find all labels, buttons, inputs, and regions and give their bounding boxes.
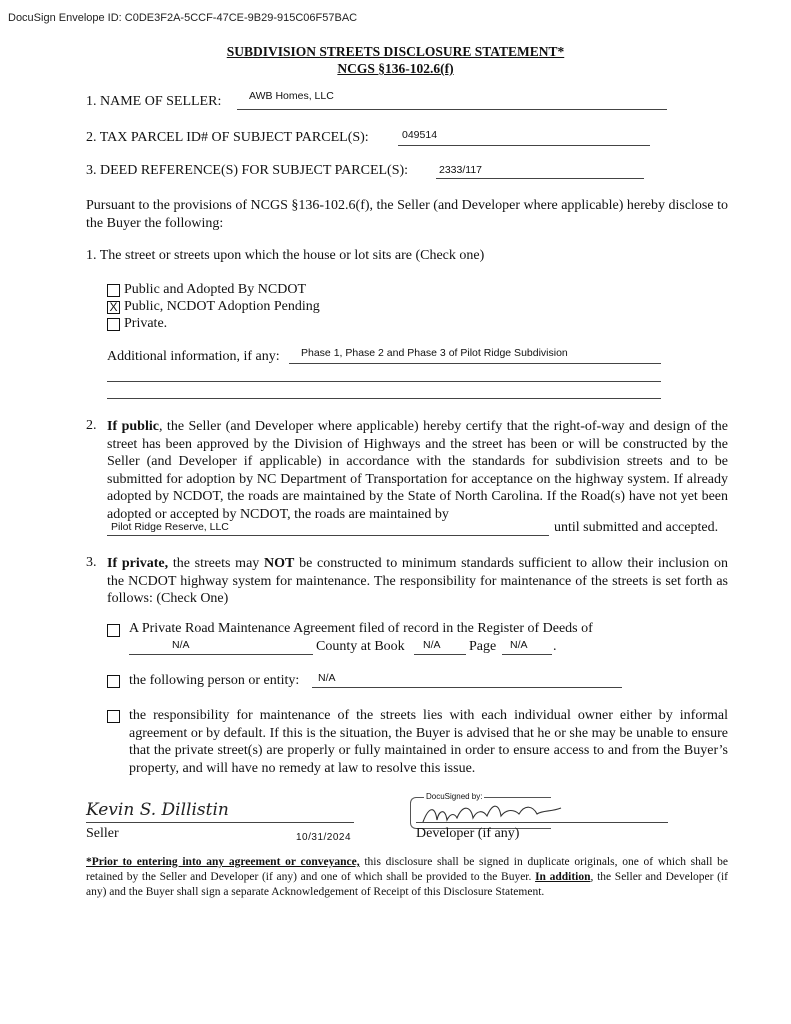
section3-paragraph [107,555,728,608]
section2-text: , the Seller (and Developer where applicable) hereby certify that the right-of-way and design of the street has been approved by the Division of Highways and the street has been or will be constructed by the Seller (and Developer if applicable) in accordance with the standards for subdivision streets and to be submitted for adoption by NC Department of Transportation for acceptance on the highway system. If already adopted by NCDOT, the roads are maintained by the State of North Carolina. If the Road(s) have not yet been adopted or accepted by NCDOT, the roads are maintained by [107,419,729,522]
checkbox-public-adopted[interactable] [107,284,120,297]
additional-info-line-2 [107,381,661,382]
county-line [129,654,313,655]
page-value[interactable]: N/A [510,639,528,651]
person-entity-line [312,687,622,688]
additional-info-value[interactable]: Phase 1, Phase 2 and Phase 3 of Pilot Ridge Subdivision [301,347,568,359]
section3-number: 3. [86,555,97,570]
person-entity-value[interactable]: N/A [318,672,336,684]
section2-number: 2. [86,418,97,433]
seller-name-label: 1. NAME OF SELLER: [86,94,222,109]
individual-owner-text: the responsibility for maintenance of the streets lies with each individual owner either by informal agreement or by default. If this is the situation, the Buyer is advised that he or she may be unable to ensure that the private street(s) are properly or fully maintained in order to ensure access to and from the Buyer’s property, and will have no remedy at law to resolve this issue. [129,708,728,776]
county-value[interactable]: N/A [172,639,190,651]
section3-text-b: be constructed to minimum standards sufficient to allow their inclusion on the NCDOT highway system for maintenance. The responsibility for maintenance of the streets is set forth as follows: (Check One) [107,556,728,606]
book-value[interactable]: N/A [423,639,441,651]
maintainer-line [107,535,549,536]
seller-label: Seller [86,826,119,841]
page-label: Page [469,639,497,654]
seller-signature: Kevin S. Dillistin [86,800,229,820]
intro-paragraph: Pursuant to the provisions of NCGS §136-102.6(f), the Seller (and Developer where applicable) hereby disclose to the Buyer the following: [86,198,728,231]
option-public-adopted-label: Public and Adopted By NCDOT [124,282,306,297]
additional-info-label: Additional information, if any: [107,349,280,364]
seller-name-value[interactable]: AWB Homes, LLC [249,90,334,102]
deed-reference-line [436,178,644,179]
tax-parcel-value[interactable]: 049514 [402,129,438,141]
footnote-lead: *Prior to entering into any agreement or conveyance, [86,856,360,868]
checkbox-person-entity[interactable] [107,675,120,688]
docusign-envelope-id: DocuSign Envelope ID: C0DE3F2A-5CCF-47CE-9B29-915C06F57BAC [8,12,358,24]
additional-info-line-3 [107,398,661,399]
deed-reference-value[interactable]: 2333/117 [439,164,483,176]
maintainer-value[interactable]: Pilot Ridge Reserve, LLC [111,521,229,533]
section1-heading: 1. The street or streets upon which the house or lot sits are (Check one) [86,248,485,263]
developer-label: Developer (if any) [416,826,520,841]
developer-signature [415,800,575,828]
section2-lead: If public [107,419,159,434]
docusigned-by-label: DocuSigned by: [426,792,483,801]
footnote [86,855,728,900]
tax-parcel-line [398,145,650,146]
footnote-text-1: this disclosure shall be signed in duplicate originals, one of which shall be retained by the Seller and Developer (if any) and one of which shall be provided to the Buyer. [86,856,728,883]
footnote-in-addition: In addition [535,871,591,883]
option-public-pending-label: Public, NCDOT Adoption Pending [124,299,320,314]
section3-text-a: the streets may [168,556,265,571]
private-agreement-text: A Private Road Maintenance Agreement filed of record in the Register of Deeds of [129,621,593,636]
footnote-text-2: , the Seller and Developer (if any) and the Buyer shall sign a separate Acknowledgement of Receipt of this Disclosure Statement. [86,871,729,898]
signature-date: 10/31/2024 [296,832,352,843]
page-period: . [553,639,557,654]
checkbox-private-agreement[interactable] [107,624,120,637]
tax-parcel-label: 2. TAX PARCEL ID# OF SUBJECT PARCEL(S): [86,130,369,145]
book-line [414,654,466,655]
additional-info-line-1 [289,363,661,364]
seller-name-line [237,109,667,110]
checkbox-private[interactable] [107,318,120,331]
seller-signature-line [86,822,354,823]
county-book-label: County at Book [316,639,405,654]
person-entity-label: the following person or entity: [129,673,300,688]
checkbox-public-pending[interactable]: X [107,301,120,314]
section2-paragraph [107,418,728,523]
statute-reference: NCGS §136-102.6(f) [337,61,454,76]
checkbox-individual-owner[interactable] [107,710,120,723]
deed-reference-label: 3. DEED REFERENCE(S) FOR SUBJECT PARCEL(S): [86,163,409,178]
option-private-label: Private. [124,316,168,331]
section3-not: NOT [264,556,295,571]
document-title: SUBDIVISION STREETS DISCLOSURE STATEMENT* [226,44,565,59]
section3-lead: If private, [107,556,169,571]
page-line [502,654,552,655]
section2-tail: until submitted and accepted. [554,520,719,535]
developer-signature-line [416,822,668,823]
